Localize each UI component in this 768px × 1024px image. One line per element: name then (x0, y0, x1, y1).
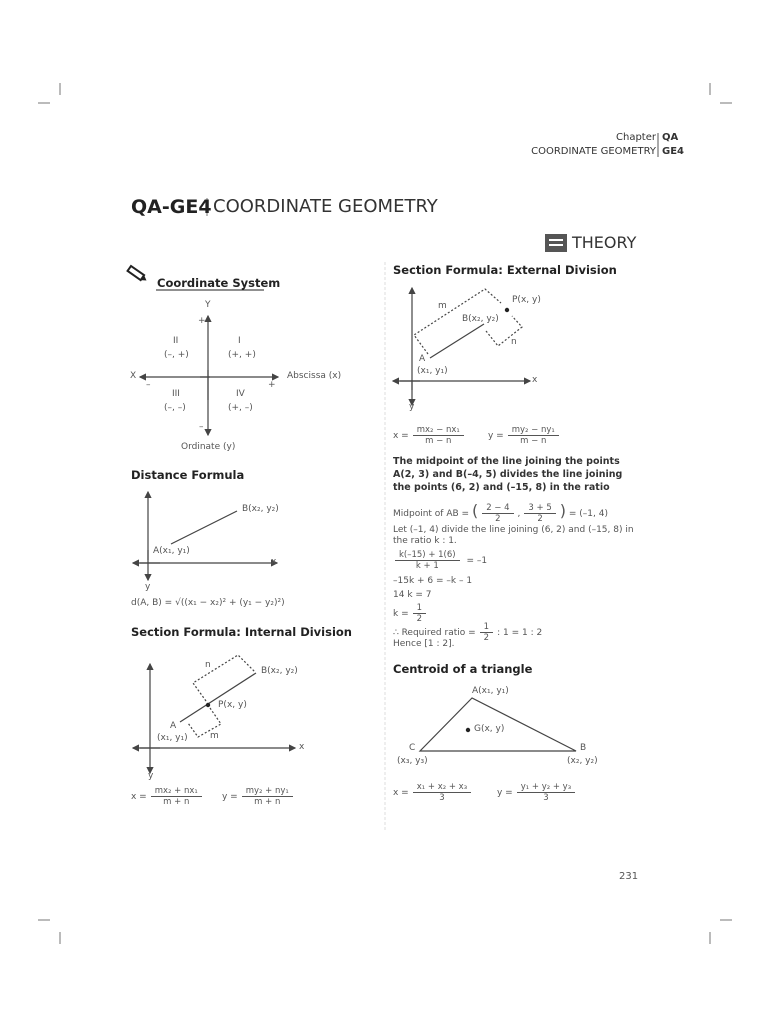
page-number: 231 (619, 871, 639, 882)
quadrant-1-signs: (+, +) (228, 350, 256, 360)
quadrant-2: II (173, 336, 179, 346)
point-a-label: A (419, 354, 426, 364)
y-axis-label: y (145, 582, 151, 592)
vertex-b-label: B (580, 743, 587, 753)
required-ratio: ∴ Required ratio = $\frac{1}{2}$ : 1 = 1 : 2 (393, 622, 543, 643)
y-axis-label: y (409, 402, 415, 412)
quadrant-4-signs: (+, –) (228, 403, 253, 413)
x-axis-label: x (532, 375, 538, 385)
external-division-heading: Section Formula: External Division (393, 263, 617, 277)
distance-formula-heading: Distance Formula (131, 468, 245, 482)
plus-label: + (268, 380, 276, 390)
ordinate-label: Ordinate (y) (181, 442, 236, 452)
point-b-label: B(x₂, y₂) (261, 666, 298, 676)
ratio-m-label: m (438, 301, 447, 311)
plus-label: + (198, 316, 206, 326)
vertex-a-label: A(x₁, y₁) (472, 686, 509, 696)
centroid-g-label: G(x, y) (474, 724, 505, 734)
topic-value: GE4 (662, 146, 684, 157)
topic-label: COORDINATE GEOMETRY (531, 146, 656, 157)
point-b-label: B(x₂, y₂) (242, 504, 279, 514)
point-a-label: A(x₁, y₁) (153, 546, 190, 556)
step-2: 14 k = 7 (393, 590, 432, 600)
theory-label: THEORY (572, 233, 637, 252)
minus-label: – (146, 380, 151, 390)
answer: Hence [1 : 2]. (393, 639, 455, 649)
external-y-formula: y = $\frac{\text{my₂ − ny₁}}{m - n}$ (488, 425, 563, 446)
ratio-n-label: n (205, 660, 211, 670)
distance-formula: d(A, B) = √((x₁ − x₂)² + (y₁ − y₂)²) (131, 598, 285, 608)
centroid-y-formula: y = $\frac{\text{y₁ + y₂ + y₃}}{3}$ (497, 782, 579, 803)
minus-label: – (199, 422, 204, 432)
centroid-heading: Centroid of a triangle (393, 662, 533, 676)
chapter-label: Chapter (616, 132, 656, 143)
quadrant-3-signs: (–, –) (164, 403, 186, 413)
ratio-n-label: n (511, 337, 517, 347)
pencil-icon (128, 266, 149, 283)
internal-x-formula: x = $\frac{\text{mx₂ + nx₁}}{m + n}$ (131, 786, 206, 807)
page-title: COORDINATE GEOMETRY (213, 196, 438, 217)
point-b-label: B(x₂, y₂) (462, 314, 499, 324)
step-1: –15k + 6 = –k – 1 (393, 576, 473, 586)
let-statement: Let (–1, 4) divide the line joining (6, 2) and (–15, 8) in the ratio k : 1. (393, 525, 634, 546)
vertex-b-coords: (x₂, y₂) (567, 756, 598, 766)
quadrant-3: III (172, 389, 180, 399)
chapter-value: QA (662, 132, 679, 143)
x-axis-label: X (130, 371, 137, 381)
title-code: QA-GE4 (131, 196, 212, 218)
midpoint-line: Midpoint of AB = ( $\frac{2 - 4}{2}$ , $\frac{3 + 5}{2}$ ) = (–1, 4) (393, 501, 608, 524)
y-axis-label: Y (205, 300, 211, 310)
example-question: The midpoint of the line joining the points A(2, 3) and B(–4, 5) divides the line joining the points (6, 2) and (–15, 8) in the ratio (393, 456, 623, 493)
point-a-label: A (170, 721, 177, 731)
point-p-label: P(x, y) (218, 700, 247, 710)
point-a-coords: (x₁, y₁) (417, 366, 448, 376)
vertex-c-coords: (x₃, y₃) (397, 756, 428, 766)
x-axis-label: x (271, 557, 277, 567)
internal-y-formula: y = $\frac{\text{my₂ + ny₁}}{m + n}$ (222, 786, 297, 807)
ratio-m-label: m (210, 731, 219, 741)
internal-division-heading: Section Formula: Internal Division (131, 625, 352, 639)
x-axis-label: x (299, 742, 305, 752)
point-a-coords: (x₁, y₁) (157, 733, 188, 743)
quadrant-4: IV (236, 389, 245, 399)
equation-line: $\frac{k(-15) + 1(6)}{k + 1}$ = –1 (391, 550, 487, 571)
external-x-formula: x = $\frac{\text{mx₂ − nx₁}}{m - n}$ (393, 425, 468, 446)
y-axis-label: y (148, 771, 154, 781)
abscissa-label: Abscissa (x) (287, 371, 342, 381)
centroid-x-formula: x = $\frac{\text{x₁ + x₂ + x₃}}{3}$ (393, 782, 475, 803)
k-value: k = $\frac{1}{2}$ (393, 603, 430, 624)
quadrant-2-signs: (–, +) (164, 350, 189, 360)
vertex-c-label: C (409, 743, 416, 753)
coordinate-system-heading: Coordinate System (157, 276, 281, 290)
quadrant-1: I (238, 336, 241, 346)
book-icon (545, 234, 567, 252)
point-p-label: P(x, y) (512, 295, 541, 305)
